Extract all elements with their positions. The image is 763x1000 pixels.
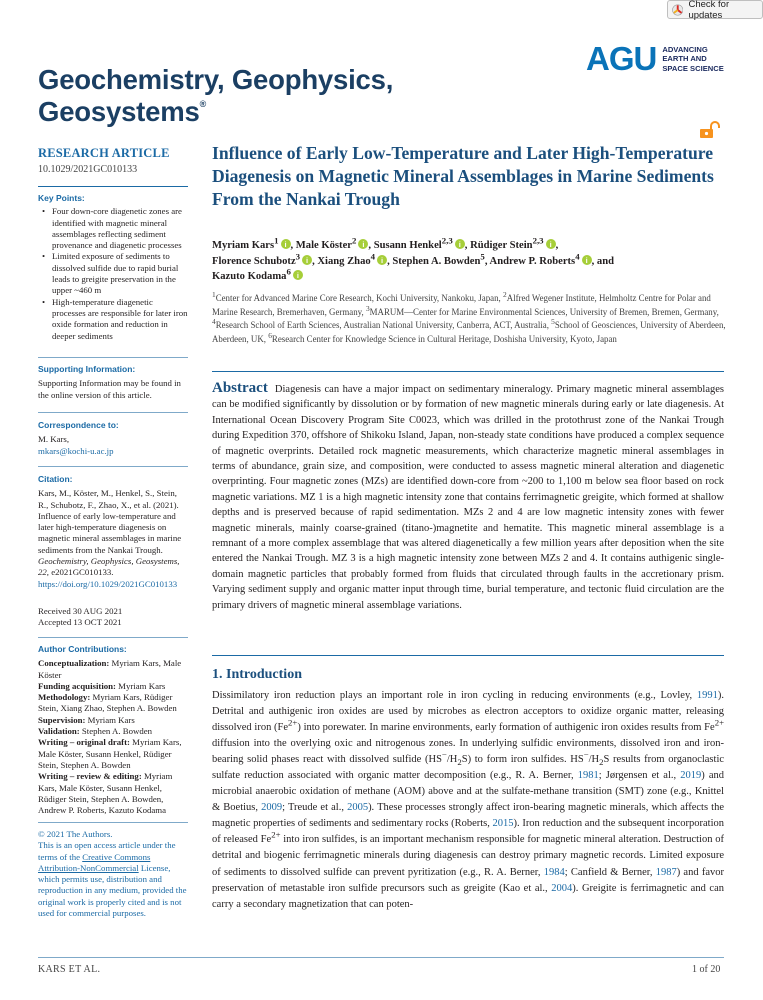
affiliation-text: Center for Advanced Marine Core Research, Kochi University, Nankoku, Japan, (215, 293, 503, 303)
key-points-list (38, 206, 188, 342)
key-point: • Limited exposure of sediments to dissolved sulfide due to rapid burial leads to greigite preservation in the upper ~460 m (52, 251, 188, 296)
article-doi: 10.1029/2021GC010133 (38, 164, 138, 175)
author-name: Rüdiger Stein (470, 240, 533, 251)
intro-text-run: S results from organoclastic sulfate reduction associated with organic matter decomposition (e.g., R. A. Berner, (212, 754, 725, 782)
agu-tagline (662, 45, 723, 74)
dates-section (38, 606, 188, 629)
author-list (212, 235, 732, 285)
introduction-text (212, 688, 724, 913)
sidebar-divider (38, 637, 188, 638)
affiliation-number: 1 (212, 290, 216, 300)
citation-heading: Citation: (38, 474, 73, 484)
citation-link[interactable]: 1987 (655, 866, 677, 878)
sidebar-divider (38, 186, 188, 187)
sidebar-divider (38, 822, 188, 823)
author (317, 250, 393, 267)
affiliation-number: 5 (551, 317, 555, 327)
key-points-section (38, 193, 188, 342)
author (392, 250, 490, 267)
intro-text-run: diffusion into the overlying oxic and nitrogenous zones. In underlying sulfidic environments, dissolved iron and iron-bearing solid phases react with dissolved sulfide (HS (212, 738, 724, 766)
correspondence-heading: Correspondence to: (38, 420, 119, 430)
correspondence-email-link[interactable]: mkars@kochi-u.ac.jp (38, 445, 114, 456)
citation-link[interactable]: 2005 (347, 802, 369, 814)
citation-journal: Geochemistry, Geophysics, Geosystems, 22 (38, 556, 180, 578)
intro-text-run: ). These processes strongly affect iron-bearing magnetic minerals, which affects the magnetic properties of sediments and sedimentary rocks (Roberts, (212, 802, 724, 830)
citation-text (38, 488, 188, 590)
author-name: Susann Henkel (373, 240, 442, 251)
author (212, 250, 318, 267)
author-affiliation-number: 4 (575, 250, 580, 261)
intro-text-run: ). Iron reduction and the subsequent incorporation of released Fe (212, 818, 724, 846)
affiliation-number: 3 (365, 303, 370, 313)
contribution-role: Methodology: (38, 692, 91, 703)
author-name: Male Köster (295, 240, 352, 251)
orcid-icon[interactable] (293, 270, 303, 280)
contribution-item (38, 771, 188, 816)
contribution-item (38, 658, 188, 681)
citation-body: Kars, M., Köster, M., Henkel, S., Stein, R., Schubotz, F., Zhao, X., et al. (2021). Influence of early low-temperature and later high-temperature diagenesis on magnetic mineral assemblages in marine sediments from the Nankai Trough. (38, 488, 182, 555)
author-name: Andrew P. Roberts (489, 255, 576, 267)
contribution-names: Myriam Kars, Male Köster (38, 658, 182, 680)
contribution-item (38, 692, 188, 715)
affiliation-text: MARUM—Center for Marine Environmental Sciences, University of Bremen, Bremen, Germany, (369, 306, 719, 317)
journal-title-line2: Geosystems (38, 96, 200, 127)
orcid-icon[interactable] (455, 239, 465, 249)
author-affiliation-number: 2,3 (441, 235, 453, 246)
orcid-icon[interactable] (546, 239, 556, 249)
open-access-lock-icon (698, 121, 722, 139)
intro-text-run: ) and favor preservation of metastable iron sulfide precursors such as greigite (Kao et al., (212, 866, 724, 894)
author-separator: , (290, 240, 296, 251)
agu-tagline-line1: ADVANCING (662, 44, 708, 54)
author-separator: , (484, 255, 490, 267)
contribution-item (38, 737, 188, 771)
author-affiliation-number: 2 (351, 235, 357, 246)
contribution-names: Myriam Kars (115, 680, 166, 691)
citation-link[interactable]: 1984 (543, 866, 565, 878)
citation-doi-link[interactable]: https://doi.org/10.1029/2021GC010133 (38, 578, 178, 589)
supporting-info-text: Supporting Information may be found in the online version of this article. (38, 378, 181, 400)
superscript: − (441, 749, 447, 760)
contribution-role: Conceptualization: (38, 658, 110, 669)
author-separator: , (387, 255, 393, 267)
author-affiliation-number: 5 (480, 250, 485, 261)
contribution-names: Myriam Kars, Male Köster, Susann Henkel, Rüdiger Stein, Stephen A. Bowden, Andrew P. Roberts, Kazuto Kodama (38, 771, 173, 816)
citation-link[interactable]: 2015 (492, 818, 514, 830)
intro-text-run: S) to form iron sulfides. HS (461, 754, 584, 766)
license-section (38, 829, 188, 919)
key-point: • Four down-core diagenetic zones are identified with magnetic mineral assemblages reflecting sediment provenance and diagenetic processes (52, 206, 188, 251)
author-affiliation-number: 4 (370, 250, 376, 261)
supporting-info-heading: Supporting Information: (38, 364, 136, 374)
subscript: 2 (457, 757, 462, 768)
author-contributions-section (38, 644, 188, 816)
author-contributions-heading: Author Contributions: (38, 644, 127, 654)
affiliation-text: Research School of Earth Sciences, Australian National University, Canberra, ACT, Australia, (215, 320, 552, 331)
abstract-text: Diagenesis can have a major impact on sedimentary mineralogy. Primary magnetic mineral assemblages can be modified significantly by dissolution or by formation of new magnetic minerals during early or late diagenesis. At International Ocean Discovery Program Site C0023, which was drilled in the protothrust zone of the Nankai Trough during Expedition 370, offshore of Shikoku Island, Japan, non-steady state conditions have produced a complex sequence of magnetic overprints. Detailed rock magnetic measurements, which characterize magnetic mineral assemblages in terms of abundance, grain size, and composition, were conducted to assess magnetic mineral alteration and diagenetic overprinting. Four magnetic zones (MZs) are identified down-core from ~200 to 1,100 m below sea floor based on rock magnetic variations. MZ 1 is a high magnetic intensity zone that contains ferrimagnetic greigite, which formed at shallow depths and is preserved because of rapid sedimentation. MZs 2 and 4 are low magnetic intensity zones with fewer magnetic minerals, mainly coarse-grained (titano-)magnetite and hematite. This magnetic mineral assemblage is a remnant of a more complex assemblage that was altered diagenetically a few million years after deposition when the site entered the Nankai Trough. MZ 3 is a high magnetic intensity zone between MZs 2 and 4. It contains authigenic single-domain magnetic particles that probably formed from fluids that circulated through faults in the accretionary prism. Varying sediment supply and organic matter input through time, burial temperature, and tectonic fluid circulation are the primary drivers of magnetic mineral assemblage variations. (212, 384, 724, 611)
citation-tail: , e2021GC010133. (46, 567, 114, 578)
abstract (212, 381, 724, 613)
author-affiliation-number: 2,3 (532, 235, 544, 246)
intro-text-run: into iron sulfides, is an important mechanism responsible for magnetic mineral alteration. Destruction of detrital and biogenic ferrimagnetic minerals during diagenesis can destroy primary magnetic records. Limited exposure of sediments to dissolved sulfide can prevent pyritization (e.g., R. A. Berner, (212, 834, 724, 878)
author (212, 266, 303, 282)
abstract-heading: Abstract (212, 380, 268, 396)
intro-text-run: /H (446, 754, 458, 766)
author (373, 235, 471, 251)
author-affiliation-number: 1 (274, 235, 279, 246)
sidebar-divider (38, 412, 188, 413)
citation-link[interactable]: 2009 (261, 802, 283, 814)
author-separator: , (464, 240, 471, 251)
intro-text-run: ) into porewater. In marine environments, early formation of authigenic iron oxides results from Fe (297, 722, 715, 734)
intro-text-run: ). Detrital and authigenic iron oxides are used by microbes as electron acceptors to oxidize organic matter, releasing dissolved iron (Fe (212, 690, 724, 734)
agu-logo-text: AGU (586, 40, 657, 77)
check-for-updates-button[interactable] (667, 0, 763, 19)
author-separator: , (555, 240, 559, 251)
accepted-date: Accepted 13 OCT 2021 (38, 617, 122, 628)
license-link[interactable]: Creative Commons Attribution-NonCommercial (38, 851, 151, 873)
journal-title-line1: Geochemistry, Geophysics, (38, 64, 394, 95)
intro-text-run: ) and microbial anaerobic oxidation of methane (AOM) above and at the sulfate-methane transition (SMT) zone (e.g., Knittel & Boetius, (212, 770, 724, 814)
crossmark-icon (672, 4, 683, 16)
affiliation-number: 2 (502, 290, 507, 300)
check-for-updates-label: Check for updates (688, 0, 730, 21)
agu-logo (586, 42, 724, 76)
orcid-icon[interactable] (582, 255, 592, 265)
agu-tagline-line2: EARTH AND (662, 54, 707, 64)
affiliations (212, 292, 732, 346)
key-points-heading: Key Points: (38, 193, 85, 203)
intro-text-run: /H (588, 754, 600, 766)
intro-text-run: ). Greigite is ferrimagnetic and can carry a secondary magnetization that can poten- (212, 882, 724, 910)
abstract-top-rule (212, 371, 724, 372)
author-name: Myriam Kars (212, 240, 275, 251)
author-affiliation-number: 6 (286, 266, 291, 277)
affiliation-number: 4 (212, 317, 216, 327)
contribution-names: Myriam Kars, Rüdiger Stein, Xiang Zhao, Stephen A. Bowden (38, 692, 177, 714)
contribution-role: Supervision: (38, 714, 86, 725)
license-text (38, 840, 188, 919)
correspondence-section (38, 420, 188, 457)
author-name: Xiang Zhao (317, 255, 371, 267)
citation-link[interactable]: 1981 (577, 770, 599, 782)
footer-running-head: KARS ET AL. (38, 964, 101, 975)
intro-text-run: ; Treude et al., (282, 802, 348, 814)
citation-link[interactable]: 2019 (680, 770, 702, 782)
author-name: Stephen A. Bowden (392, 255, 481, 267)
contributions-list (38, 658, 188, 816)
license-text-part1: This is an open access article under the terms of the (38, 840, 176, 862)
superscript: 2+ (714, 717, 724, 728)
author-name: Kazuto Kodama (212, 271, 287, 282)
section-heading-introduction: 1. Introduction (212, 667, 302, 682)
orcid-icon[interactable] (377, 255, 387, 265)
orcid-icon[interactable] (281, 239, 291, 249)
author-name: Florence Schubotz (212, 255, 296, 267)
author (212, 235, 296, 251)
superscript: 2+ (271, 829, 281, 840)
page-number: 1 of 20 (692, 964, 721, 975)
contribution-item (38, 726, 188, 737)
affiliation-number: 6 (268, 330, 272, 340)
sidebar-divider (38, 466, 188, 467)
copyright-line: © 2021 The Authors. (38, 829, 113, 839)
intro-text-run: ; Jørgensen et al., (598, 770, 681, 782)
author-separator: , (368, 240, 374, 251)
correspondence-name: M. Kars, (38, 434, 70, 445)
key-point: • High-temperature diagenetic processes are responsible for later iron oxide formation and reduction in deeper sediments (52, 297, 188, 342)
citation-link[interactable]: 1991 (696, 690, 718, 701)
subscript: 2 (599, 757, 604, 768)
contribution-role: Validation: (38, 726, 80, 737)
journal-title (38, 64, 458, 128)
author (470, 235, 559, 251)
abstract-bottom-rule (212, 655, 724, 656)
contribution-names: Myriam Kars (85, 714, 135, 725)
author-separator: , and (591, 255, 614, 267)
orcid-icon[interactable] (358, 239, 368, 249)
contribution-item (38, 681, 188, 692)
superscript: 2+ (288, 717, 298, 728)
orcid-icon[interactable] (302, 255, 312, 265)
citation-section (38, 474, 188, 590)
intro-text-run: Dissimilatory iron reduction plays an important role in iron cycling in reducing environments (e.g., Lovley, (212, 690, 697, 701)
contribution-role: Funding acquisition: (38, 680, 116, 691)
contribution-names: Stephen A. Bowden (79, 726, 153, 737)
affiliation-text: School of Geosciences, University of Aberdeen, Aberdeen, UK, (212, 320, 726, 344)
agu-tagline-line3: SPACE SCIENCE (662, 63, 724, 73)
author (295, 235, 374, 251)
citation-link[interactable]: 2004 (551, 882, 573, 894)
article-title: Influence of Early Low-Temperature and Later High-Temperature Diagenesis on Magnetic Mineral Assemblages in Marine Sediments From the Nankai Trough (212, 143, 714, 209)
sidebar-divider (38, 357, 188, 358)
superscript: − (583, 749, 589, 760)
affiliation-text: Alfred Wegener Institute, Helmholtz Centre for Polar and Marine Research, Bremerhaven, Germany, (212, 293, 711, 317)
supporting-info-section (38, 364, 188, 401)
author (489, 250, 614, 267)
intro-text-run: ; Canfield & Berner, (564, 866, 656, 878)
contribution-names: Myriam Kars, Male Köster, Susann Henkel, Rüdiger Stein, Stephen A. Bowden (38, 737, 182, 770)
contribution-item (38, 715, 188, 726)
footer-rule (38, 957, 724, 958)
contribution-role: Writing – original draft: (38, 737, 130, 748)
article-type: RESEARCH ARTICLE (38, 146, 170, 160)
license-text-part2: License, which permits use, distribution and reproduction in any medium, provided the original work is properly cited and is not used for commercial purposes. (38, 862, 187, 919)
author-affiliation-number: 3 (295, 250, 301, 261)
registered-mark: ® (199, 99, 207, 109)
affiliation-text: Research Center for Knowledge Science in Cultural Heritage, Doshisha University, Kyoto, Japan (271, 333, 617, 344)
received-date: Received 30 AUG 2021 (38, 606, 123, 616)
contribution-role: Writing – review & editing: (38, 771, 142, 782)
author-separator: , (312, 255, 318, 267)
